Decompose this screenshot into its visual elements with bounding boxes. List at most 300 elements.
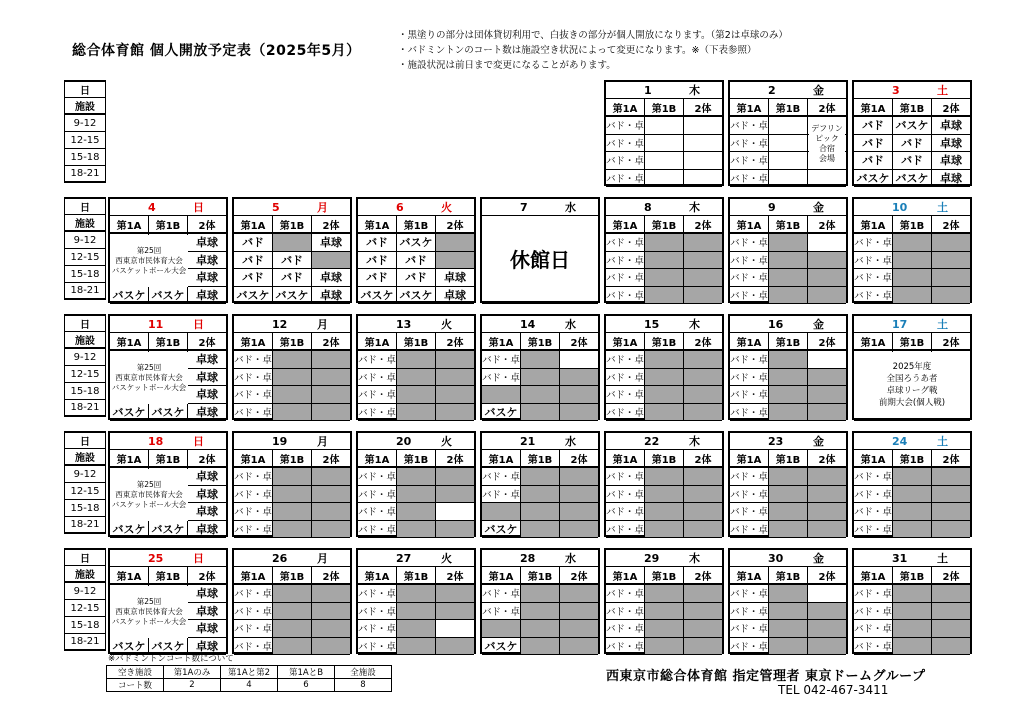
slot-cell bbox=[769, 486, 808, 504]
slot-cell bbox=[560, 503, 598, 521]
day-grid bbox=[234, 567, 350, 655]
day-number: 23 bbox=[768, 434, 784, 448]
facility-header: 第1A bbox=[606, 333, 645, 351]
facility-header: 2体 bbox=[808, 99, 846, 117]
day-number: 18 bbox=[148, 434, 164, 448]
slot-cell bbox=[808, 234, 846, 252]
slot-cell bbox=[893, 521, 932, 539]
day-cell bbox=[728, 314, 848, 420]
slot-cell bbox=[808, 486, 846, 504]
slot-cell bbox=[273, 404, 312, 422]
day-cell bbox=[728, 548, 848, 654]
slot-cell bbox=[808, 252, 846, 270]
facility-header: 第1A bbox=[234, 567, 273, 585]
day-cell bbox=[108, 314, 228, 420]
slot-cell bbox=[893, 468, 932, 486]
slot-cell: バド・卓 bbox=[730, 585, 769, 603]
day-cell bbox=[480, 548, 600, 654]
day-header bbox=[730, 199, 846, 216]
label-facility: 施設 bbox=[64, 214, 106, 232]
slot-cell: 卓球 bbox=[932, 117, 970, 135]
slot-cell bbox=[560, 386, 598, 404]
slot-cell bbox=[273, 468, 312, 486]
facility-header: 第1B bbox=[645, 216, 684, 234]
label-facility: 施設 bbox=[64, 448, 106, 466]
slot-cell bbox=[312, 503, 350, 521]
day-grid bbox=[358, 333, 474, 421]
slot-cell bbox=[312, 638, 350, 656]
facility-header: 第1A bbox=[854, 333, 893, 351]
slot-cell bbox=[645, 503, 684, 521]
slot-cell: バド・卓 bbox=[482, 603, 521, 621]
slot-cell bbox=[645, 234, 684, 252]
slot-cell: バド・卓 bbox=[730, 486, 769, 504]
facility-header: 第1A bbox=[358, 450, 397, 468]
slot-cell: バスケ bbox=[110, 287, 149, 305]
slot-cell bbox=[397, 486, 436, 504]
slot-cell: 卓球 bbox=[188, 638, 226, 656]
facility-header: 2体 bbox=[808, 216, 846, 234]
slot-cell bbox=[808, 386, 846, 404]
slot-cell bbox=[808, 638, 846, 656]
slot-cell: バド・卓 bbox=[854, 234, 893, 252]
day-weekday: 水 bbox=[565, 435, 576, 448]
day-cell bbox=[108, 548, 228, 654]
slot-cell: バド bbox=[358, 252, 397, 270]
slot-cell: バド・卓 bbox=[358, 620, 397, 638]
day-weekday: 金 bbox=[813, 552, 824, 565]
slot-cell bbox=[521, 386, 560, 404]
facility-header: 第1A bbox=[110, 333, 149, 351]
day-cell bbox=[232, 548, 352, 654]
facility-header: 第1A bbox=[730, 450, 769, 468]
slot-cell bbox=[684, 620, 722, 638]
slot-cell: バド bbox=[358, 269, 397, 287]
slot-cell bbox=[645, 638, 684, 656]
slot-cell bbox=[560, 468, 598, 486]
note-line: ・施設状況は前日まで変更になることがあります。 bbox=[398, 60, 616, 71]
facility-header: 第1B bbox=[645, 567, 684, 585]
label-time: 12-15 bbox=[64, 599, 106, 617]
slot-cell: バド・卓 bbox=[482, 468, 521, 486]
day-cell bbox=[356, 431, 476, 537]
day-weekday: 火 bbox=[441, 201, 452, 214]
facility-header: 2体 bbox=[684, 216, 722, 234]
day-number: 2 bbox=[768, 83, 776, 97]
slot-cell: バド・卓 bbox=[358, 351, 397, 369]
label-facility: 施設 bbox=[64, 331, 106, 349]
day-number: 14 bbox=[520, 317, 536, 331]
slot-cell: バド・卓 bbox=[854, 287, 893, 305]
slot-cell: バド・卓 bbox=[730, 369, 769, 387]
facility-header: 第1B bbox=[521, 450, 560, 468]
day-number: 30 bbox=[768, 551, 784, 565]
slot-cell bbox=[645, 404, 684, 422]
day-grid bbox=[606, 567, 722, 655]
day-number: 8 bbox=[644, 200, 652, 214]
slot-cell: バスケ bbox=[110, 638, 149, 656]
slot-cell bbox=[312, 468, 350, 486]
day-header bbox=[482, 316, 598, 333]
day-weekday: 金 bbox=[813, 435, 824, 448]
day-header bbox=[234, 316, 350, 333]
slot-cell: バド・卓 bbox=[234, 386, 273, 404]
note-line: ・黒塗りの部分は団体貸切利用で、白抜きの部分が個人開放になります。（第2は卓球のみ） bbox=[398, 30, 788, 41]
slot-cell: バド・卓 bbox=[358, 386, 397, 404]
slot-cell: 卓球 bbox=[188, 468, 226, 486]
slot-cell bbox=[312, 603, 350, 621]
event-note: 第25回 西東京市民体育大会 バスケットボール大会 bbox=[110, 586, 188, 638]
slot-cell bbox=[769, 234, 808, 252]
day-cell bbox=[480, 197, 600, 303]
label-time: 15-18 bbox=[64, 499, 106, 517]
slot-cell: バド bbox=[358, 234, 397, 252]
facility-header: 第1B bbox=[893, 216, 932, 234]
day-header bbox=[854, 82, 970, 99]
slot-cell: バスケ bbox=[273, 287, 312, 305]
slot-cell bbox=[769, 521, 808, 539]
label-time: 12-15 bbox=[64, 482, 106, 500]
day-grid bbox=[730, 450, 846, 538]
slot-cell: 卓球 bbox=[188, 252, 226, 270]
label-time: 12-15 bbox=[64, 131, 106, 149]
day-weekday: 木 bbox=[689, 84, 700, 97]
slot-cell: バスケ bbox=[110, 521, 149, 539]
slot-cell: バド・卓 bbox=[730, 468, 769, 486]
slot-cell bbox=[808, 170, 846, 188]
day-weekday: 土 bbox=[937, 318, 948, 331]
slot-cell bbox=[808, 585, 846, 603]
slot-cell: バド・卓 bbox=[358, 468, 397, 486]
day-cell bbox=[480, 314, 600, 420]
slot-cell: バド・卓 bbox=[730, 287, 769, 305]
court-table-header: 全施設 bbox=[335, 666, 392, 679]
day-weekday: 日 bbox=[193, 552, 204, 565]
slot-cell bbox=[684, 117, 722, 135]
slot-cell bbox=[893, 287, 932, 305]
day-header bbox=[234, 433, 350, 450]
slot-cell bbox=[436, 603, 474, 621]
slot-cell: バド・卓 bbox=[730, 351, 769, 369]
slot-cell: 卓球 bbox=[188, 269, 226, 287]
day-header bbox=[730, 82, 846, 99]
day-header bbox=[358, 550, 474, 567]
court-table-cell: 8 bbox=[335, 679, 392, 692]
slot-cell bbox=[932, 521, 970, 539]
slot-cell bbox=[312, 252, 350, 270]
facility-header: 第1B bbox=[273, 567, 312, 585]
facility-header: 第1B bbox=[645, 99, 684, 117]
slot-cell bbox=[808, 287, 846, 305]
day-number: 11 bbox=[148, 317, 164, 331]
slot-cell bbox=[312, 620, 350, 638]
day-grid bbox=[606, 450, 722, 538]
day-grid bbox=[482, 450, 598, 538]
slot-cell: バド bbox=[234, 234, 273, 252]
slot-cell bbox=[436, 585, 474, 603]
day-weekday: 木 bbox=[689, 435, 700, 448]
facility-header: 第1B bbox=[397, 333, 436, 351]
slot-cell: バド・卓 bbox=[606, 486, 645, 504]
slot-cell: バド・卓 bbox=[358, 521, 397, 539]
slot-cell bbox=[769, 620, 808, 638]
facility-header: 第1A bbox=[854, 216, 893, 234]
facility-header: 第1A bbox=[730, 567, 769, 585]
day-cell bbox=[852, 80, 972, 186]
day-header bbox=[110, 316, 226, 333]
slot-cell bbox=[893, 503, 932, 521]
slot-cell: バスケ bbox=[110, 404, 149, 422]
facility-header: 第1A bbox=[234, 450, 273, 468]
slot-cell: バド・卓 bbox=[358, 585, 397, 603]
slot-cell bbox=[684, 351, 722, 369]
slot-cell bbox=[273, 486, 312, 504]
slot-cell: バド・卓 bbox=[730, 269, 769, 287]
slot-cell bbox=[273, 521, 312, 539]
slot-cell bbox=[312, 521, 350, 539]
day-number: 1 bbox=[644, 83, 652, 97]
label-time: 9-12 bbox=[64, 465, 106, 483]
slot-cell: バド・卓 bbox=[358, 369, 397, 387]
slot-cell: バド・卓 bbox=[606, 234, 645, 252]
slot-cell: バド・卓 bbox=[358, 404, 397, 422]
slot-cell: 卓球 bbox=[312, 269, 350, 287]
event-note: 第25回 西東京市民体育大会 バスケットボール大会 bbox=[110, 352, 188, 404]
slot-cell: バド・卓 bbox=[606, 117, 645, 135]
court-table-header: 第1AとB bbox=[278, 666, 335, 679]
slot-cell: バド・卓 bbox=[854, 269, 893, 287]
facility-header: 第1B bbox=[521, 567, 560, 585]
facility-header: 第1A bbox=[854, 567, 893, 585]
day-weekday: 日 bbox=[193, 201, 204, 214]
slot-cell bbox=[808, 468, 846, 486]
slot-cell: バド・卓 bbox=[854, 638, 893, 656]
facility-header: 2体 bbox=[932, 333, 970, 351]
label-time: 18-21 bbox=[64, 516, 106, 534]
day-cell bbox=[604, 431, 724, 537]
day-cell bbox=[480, 431, 600, 537]
facility-header: 第1B bbox=[893, 99, 932, 117]
facility-header: 2体 bbox=[932, 567, 970, 585]
day-cell bbox=[728, 80, 848, 186]
telephone: TEL 042-467-3411 bbox=[778, 683, 889, 697]
facility-header: 2体 bbox=[808, 450, 846, 468]
facility-header: 2体 bbox=[436, 333, 474, 351]
slot-cell bbox=[436, 503, 474, 521]
slot-cell bbox=[645, 170, 684, 188]
slot-cell: バド・卓 bbox=[730, 521, 769, 539]
slot-cell: バド・卓 bbox=[730, 135, 769, 153]
slot-cell bbox=[560, 521, 598, 539]
slot-cell: 卓球 bbox=[188, 234, 226, 252]
day-grid bbox=[482, 567, 598, 655]
facility-header: 第1A bbox=[854, 99, 893, 117]
page-title: 総合体育館 個人開放予定表（2025年5月） bbox=[72, 43, 361, 59]
day-number: 10 bbox=[892, 200, 908, 214]
row-labels bbox=[64, 197, 106, 300]
facility-header: 第1B bbox=[769, 99, 808, 117]
label-time: 9-12 bbox=[64, 582, 106, 600]
slot-cell bbox=[482, 620, 521, 638]
facility-header: 第1A bbox=[730, 333, 769, 351]
slot-cell: 卓球 bbox=[188, 369, 226, 387]
slot-cell bbox=[397, 521, 436, 539]
slot-cell bbox=[397, 603, 436, 621]
day-weekday: 日 bbox=[193, 435, 204, 448]
day-weekday: 金 bbox=[813, 201, 824, 214]
slot-cell bbox=[769, 468, 808, 486]
day-header bbox=[482, 550, 598, 567]
notes bbox=[398, 28, 788, 73]
day-weekday: 土 bbox=[937, 201, 948, 214]
day-number: 17 bbox=[892, 317, 908, 331]
day-cell bbox=[232, 431, 352, 537]
slot-cell: バド・卓 bbox=[358, 638, 397, 656]
slot-cell: バド・卓 bbox=[606, 287, 645, 305]
day-header bbox=[854, 433, 970, 450]
day-header bbox=[358, 316, 474, 333]
slot-cell: バド・卓 bbox=[606, 269, 645, 287]
slot-cell: 卓球 bbox=[188, 620, 226, 638]
slot-cell bbox=[560, 404, 598, 422]
slot-cell bbox=[769, 603, 808, 621]
day-weekday: 火 bbox=[441, 318, 452, 331]
facility-header: 第1A bbox=[606, 99, 645, 117]
day-grid bbox=[854, 567, 970, 655]
slot-cell: バド・卓 bbox=[234, 468, 273, 486]
slot-cell bbox=[436, 521, 474, 539]
facility-header: 2体 bbox=[312, 333, 350, 351]
facility-header: 第1A bbox=[110, 567, 149, 585]
facility-header: 2体 bbox=[436, 450, 474, 468]
slot-cell bbox=[312, 486, 350, 504]
slot-cell bbox=[684, 638, 722, 656]
event-note: 第25回 西東京市民体育大会 バスケットボール大会 bbox=[110, 235, 188, 287]
slot-cell bbox=[397, 585, 436, 603]
slot-cell bbox=[645, 152, 684, 170]
slot-cell: バド・卓 bbox=[854, 468, 893, 486]
day-cell bbox=[108, 431, 228, 537]
court-table-cell: 6 bbox=[278, 679, 335, 692]
day-number: 28 bbox=[520, 551, 536, 565]
slot-cell: バド・卓 bbox=[606, 404, 645, 422]
slot-cell bbox=[893, 603, 932, 621]
slot-cell bbox=[521, 468, 560, 486]
day-grid bbox=[234, 450, 350, 538]
slot-cell: バド・卓 bbox=[730, 503, 769, 521]
slot-cell bbox=[932, 603, 970, 621]
slot-cell: バド・卓 bbox=[606, 252, 645, 270]
day-number: 15 bbox=[644, 317, 660, 331]
slot-cell bbox=[436, 404, 474, 422]
day-grid bbox=[606, 216, 722, 304]
slot-cell bbox=[273, 620, 312, 638]
slot-cell bbox=[521, 620, 560, 638]
event-note: 2025年度 全国ろうあ者 卓球リーグ戦 前期大会(個人戦) bbox=[854, 352, 970, 418]
slot-cell: バド bbox=[397, 252, 436, 270]
slot-cell bbox=[397, 468, 436, 486]
slot-cell: 卓球 bbox=[188, 386, 226, 404]
slot-cell bbox=[482, 386, 521, 404]
slot-cell bbox=[769, 503, 808, 521]
day-number: 20 bbox=[396, 434, 412, 448]
slot-cell: バド・卓 bbox=[854, 620, 893, 638]
slot-cell: バスケ bbox=[397, 287, 436, 305]
day-grid bbox=[358, 450, 474, 538]
slot-cell: バド・卓 bbox=[606, 351, 645, 369]
slot-cell bbox=[932, 486, 970, 504]
slot-cell bbox=[645, 620, 684, 638]
facility-header: 第1A bbox=[358, 567, 397, 585]
slot-cell: バド・卓 bbox=[854, 486, 893, 504]
facility-header: 第1A bbox=[606, 216, 645, 234]
slot-cell bbox=[397, 638, 436, 656]
slot-cell bbox=[684, 152, 722, 170]
slot-cell bbox=[397, 503, 436, 521]
slot-cell bbox=[436, 620, 474, 638]
day-weekday: 日 bbox=[193, 318, 204, 331]
slot-cell bbox=[684, 468, 722, 486]
slot-cell bbox=[397, 620, 436, 638]
day-grid bbox=[234, 216, 350, 304]
slot-cell: バド・卓 bbox=[730, 234, 769, 252]
slot-cell bbox=[521, 503, 560, 521]
day-weekday: 月 bbox=[317, 201, 328, 214]
slot-cell: バド・卓 bbox=[854, 603, 893, 621]
slot-cell: 卓球 bbox=[188, 503, 226, 521]
day-weekday: 木 bbox=[689, 318, 700, 331]
slot-cell bbox=[684, 521, 722, 539]
slot-cell: 卓球 bbox=[188, 287, 226, 305]
slot-cell bbox=[645, 351, 684, 369]
slot-cell: バド・卓 bbox=[234, 638, 273, 656]
label-time: 18-21 bbox=[64, 165, 106, 183]
facility-header: 第1A bbox=[482, 333, 521, 351]
day-header bbox=[482, 199, 598, 216]
slot-cell: バド・卓 bbox=[234, 351, 273, 369]
day-weekday: 月 bbox=[317, 552, 328, 565]
slot-cell: 卓球 bbox=[932, 170, 970, 188]
slot-cell: 卓球 bbox=[932, 152, 970, 170]
facility-header: 第1A bbox=[110, 450, 149, 468]
slot-cell bbox=[684, 369, 722, 387]
slot-cell: バド・卓 bbox=[234, 620, 273, 638]
slot-cell bbox=[684, 234, 722, 252]
slot-cell bbox=[769, 351, 808, 369]
slot-cell bbox=[397, 369, 436, 387]
slot-cell bbox=[645, 386, 684, 404]
slot-cell bbox=[769, 135, 808, 153]
slot-cell: バド・卓 bbox=[606, 620, 645, 638]
slot-cell bbox=[397, 404, 436, 422]
slot-cell bbox=[808, 620, 846, 638]
label-day: 日 bbox=[64, 197, 106, 215]
slot-cell: バド・卓 bbox=[730, 386, 769, 404]
day-header bbox=[606, 316, 722, 333]
label-time: 12-15 bbox=[64, 365, 106, 383]
facility-header: 第1B bbox=[769, 216, 808, 234]
slot-cell bbox=[769, 170, 808, 188]
label-time: 9-12 bbox=[64, 114, 106, 132]
slot-cell: バド・卓 bbox=[730, 152, 769, 170]
facility-header: 第1B bbox=[893, 567, 932, 585]
facility-header: 第1A bbox=[110, 216, 149, 234]
label-time: 9-12 bbox=[64, 348, 106, 366]
slot-cell: バスケ bbox=[358, 287, 397, 305]
row-labels bbox=[64, 314, 106, 417]
label-time: 15-18 bbox=[64, 382, 106, 400]
facility-header: 第1B bbox=[397, 216, 436, 234]
